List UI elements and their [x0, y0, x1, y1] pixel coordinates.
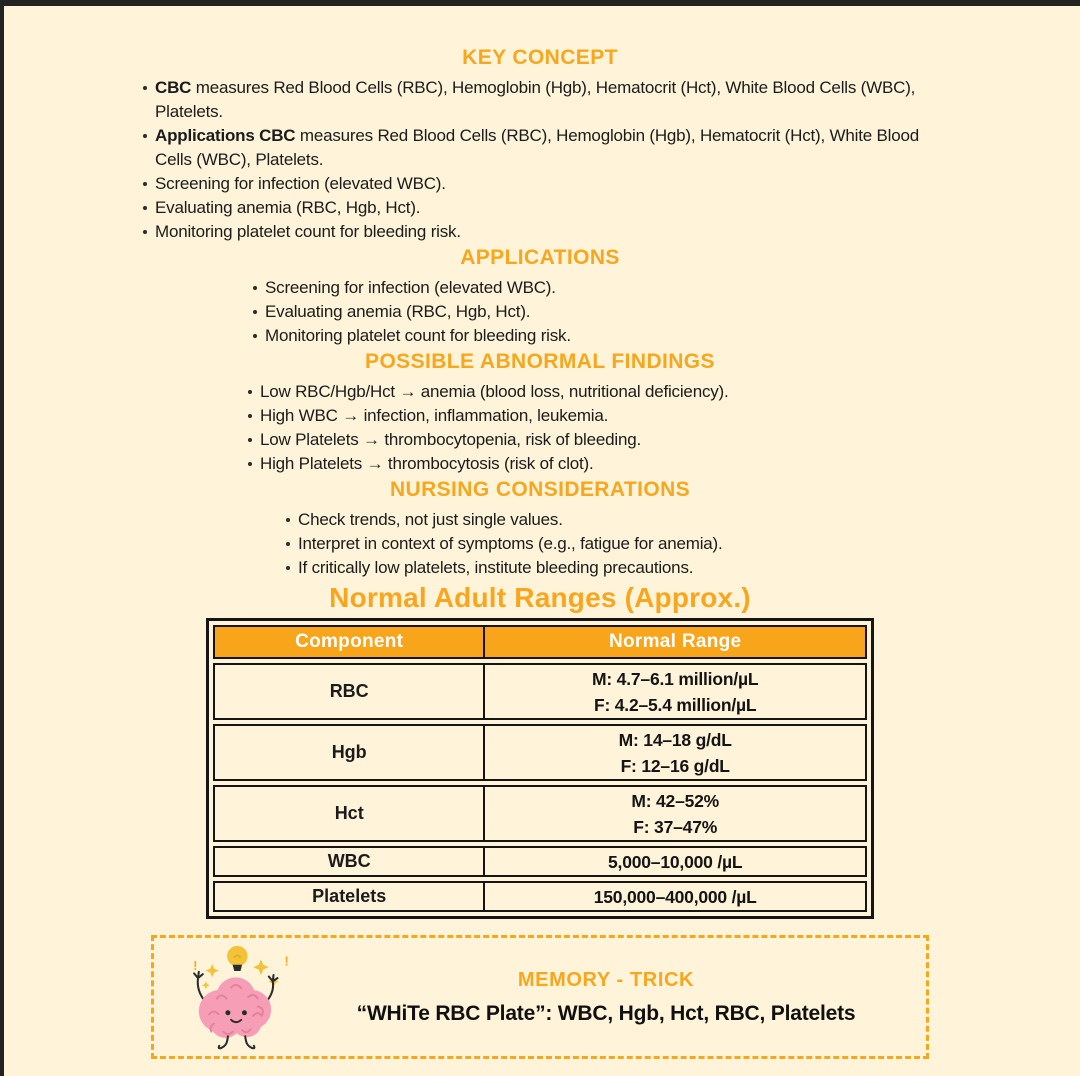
bullet-item — [247, 452, 980, 476]
bullet-text: Screening for infection (elevated WBC). — [265, 278, 556, 297]
top-frame-bar — [0, 0, 1080, 6]
table-title: Normal Adult Ranges (Approx.) — [329, 582, 751, 613]
table-header-component: Component — [215, 627, 485, 657]
range-line: F: 37–47% — [633, 816, 718, 837]
bullet-list-abnormal-findings — [247, 380, 980, 476]
bullet-item — [252, 276, 960, 300]
bullet-item — [142, 76, 948, 124]
range-cell — [485, 787, 865, 840]
bullet-text: High Platelets → thrombocytosis (risk of clot). — [260, 454, 594, 473]
table-row-hgb — [213, 724, 867, 781]
table-row-platelets — [213, 881, 867, 912]
section-heading-abnormal-findings: POSSIBLE ABNORMAL FINDINGS — [365, 350, 715, 373]
component-cell: Hgb — [215, 726, 485, 779]
mascot-legs — [219, 1036, 255, 1048]
bullet-bold: Applications CBC — [155, 126, 296, 145]
bullet-text: Low RBC/Hgb/Hct → anemia (blood loss, nutritional deficiency). — [260, 382, 729, 401]
table-header-normal-range: Normal Range — [608, 631, 742, 652]
range-cell — [485, 848, 865, 875]
bullet-text: Monitoring platelet count for bleeding risk. — [155, 222, 461, 241]
memory-trick-title: MEMORY - TRICK — [517, 968, 695, 991]
component-cell: Hct — [215, 787, 485, 840]
brain-mascot-icon — [176, 941, 294, 1053]
bullet-text: Screening for infection (elevated WBC). — [155, 174, 446, 193]
memory-trick-text: “WHiTe RBC Plate”: WBC, Hgb, Hct, RBC, Platelets — [356, 1001, 856, 1025]
bullet-text: High WBC → infection, inflammation, leukemia. — [260, 406, 609, 425]
bullet-bold: CBC — [155, 78, 192, 97]
bullet-item — [285, 556, 980, 580]
svg-text:!: ! — [193, 959, 198, 974]
range-line: F: 12–16 g/dL — [620, 755, 730, 776]
normal-ranges-table — [206, 618, 874, 919]
table-row-wbc — [213, 846, 867, 877]
range-line: M: 4.7–6.1 million/µL — [592, 668, 759, 689]
bullet-list-applications — [252, 276, 960, 348]
section-heading-nursing: NURSING CONSIDERATIONS — [389, 478, 691, 501]
bullet-text: If critically low platelets, institute bleeding precautions. — [298, 558, 694, 577]
component-cell: RBC — [215, 665, 485, 718]
bullet-item — [285, 508, 980, 532]
table-row-hct — [213, 785, 867, 842]
range-cell — [485, 883, 865, 910]
bullet-text: measures Red Blood Cells (RBC), Hemoglobin (Hgb), Hematocrit (Hct), White Blood Cells (WBC), Platelets. — [155, 78, 916, 121]
section-heading-applications: APPLICATIONS — [460, 246, 620, 269]
component-cell: Platelets — [215, 883, 485, 910]
bullet-text: measures Red Blood Cells (RBC), Hemoglobin (Hgb), Hematocrit (Hct), White Blood Cells (WBC), Platelets. — [155, 126, 919, 169]
bullet-item — [142, 196, 948, 220]
bullet-item — [247, 380, 980, 404]
bullet-text: Evaluating anemia (RBC, Hgb, Hct). — [155, 198, 421, 217]
bullet-text: Low Platelets → thrombocytopenia, risk of bleeding. — [260, 430, 642, 449]
bullet-item — [252, 300, 960, 324]
range-line: M: 14–18 g/dL — [618, 729, 732, 750]
bullet-item — [285, 532, 980, 556]
bullet-list-nursing — [285, 508, 980, 580]
svg-text:!: ! — [284, 954, 289, 969]
range-line: F: 4.2–5.4 million/µL — [593, 694, 757, 715]
table-header-row — [213, 625, 867, 659]
bullet-list-key-concept — [142, 76, 948, 244]
bullet-item — [247, 404, 980, 428]
table-row-rbc — [213, 663, 867, 720]
component-cell: WBC — [215, 848, 485, 875]
bullet-item — [142, 172, 948, 196]
memory-trick-box — [151, 935, 929, 1059]
range-cell — [485, 726, 865, 779]
bullet-text: Interpret in context of symptoms (e.g., fatigue for anemia). — [298, 534, 723, 553]
bullet-item — [142, 124, 948, 172]
bullet-text: Evaluating anemia (RBC, Hgb, Hct). — [265, 302, 531, 321]
range-line: M: 42–52% — [631, 790, 720, 811]
range-cell — [485, 665, 865, 718]
left-frame-bar — [0, 0, 4, 1076]
range-line: 150,000–400,000 /µL — [593, 886, 757, 907]
bullet-item — [247, 428, 980, 452]
bullet-item — [142, 220, 948, 244]
bullet-text: Monitoring platelet count for bleeding risk. — [265, 326, 571, 345]
bullet-item — [252, 324, 960, 348]
bullet-text: Check trends, not just single values. — [298, 510, 563, 529]
memory-trick-content — [304, 969, 908, 1026]
section-heading-key-concept: KEY CONCEPT — [462, 46, 618, 69]
lightbulb-icon — [227, 946, 247, 971]
range-line: 5,000–10,000 /µL — [608, 851, 743, 872]
